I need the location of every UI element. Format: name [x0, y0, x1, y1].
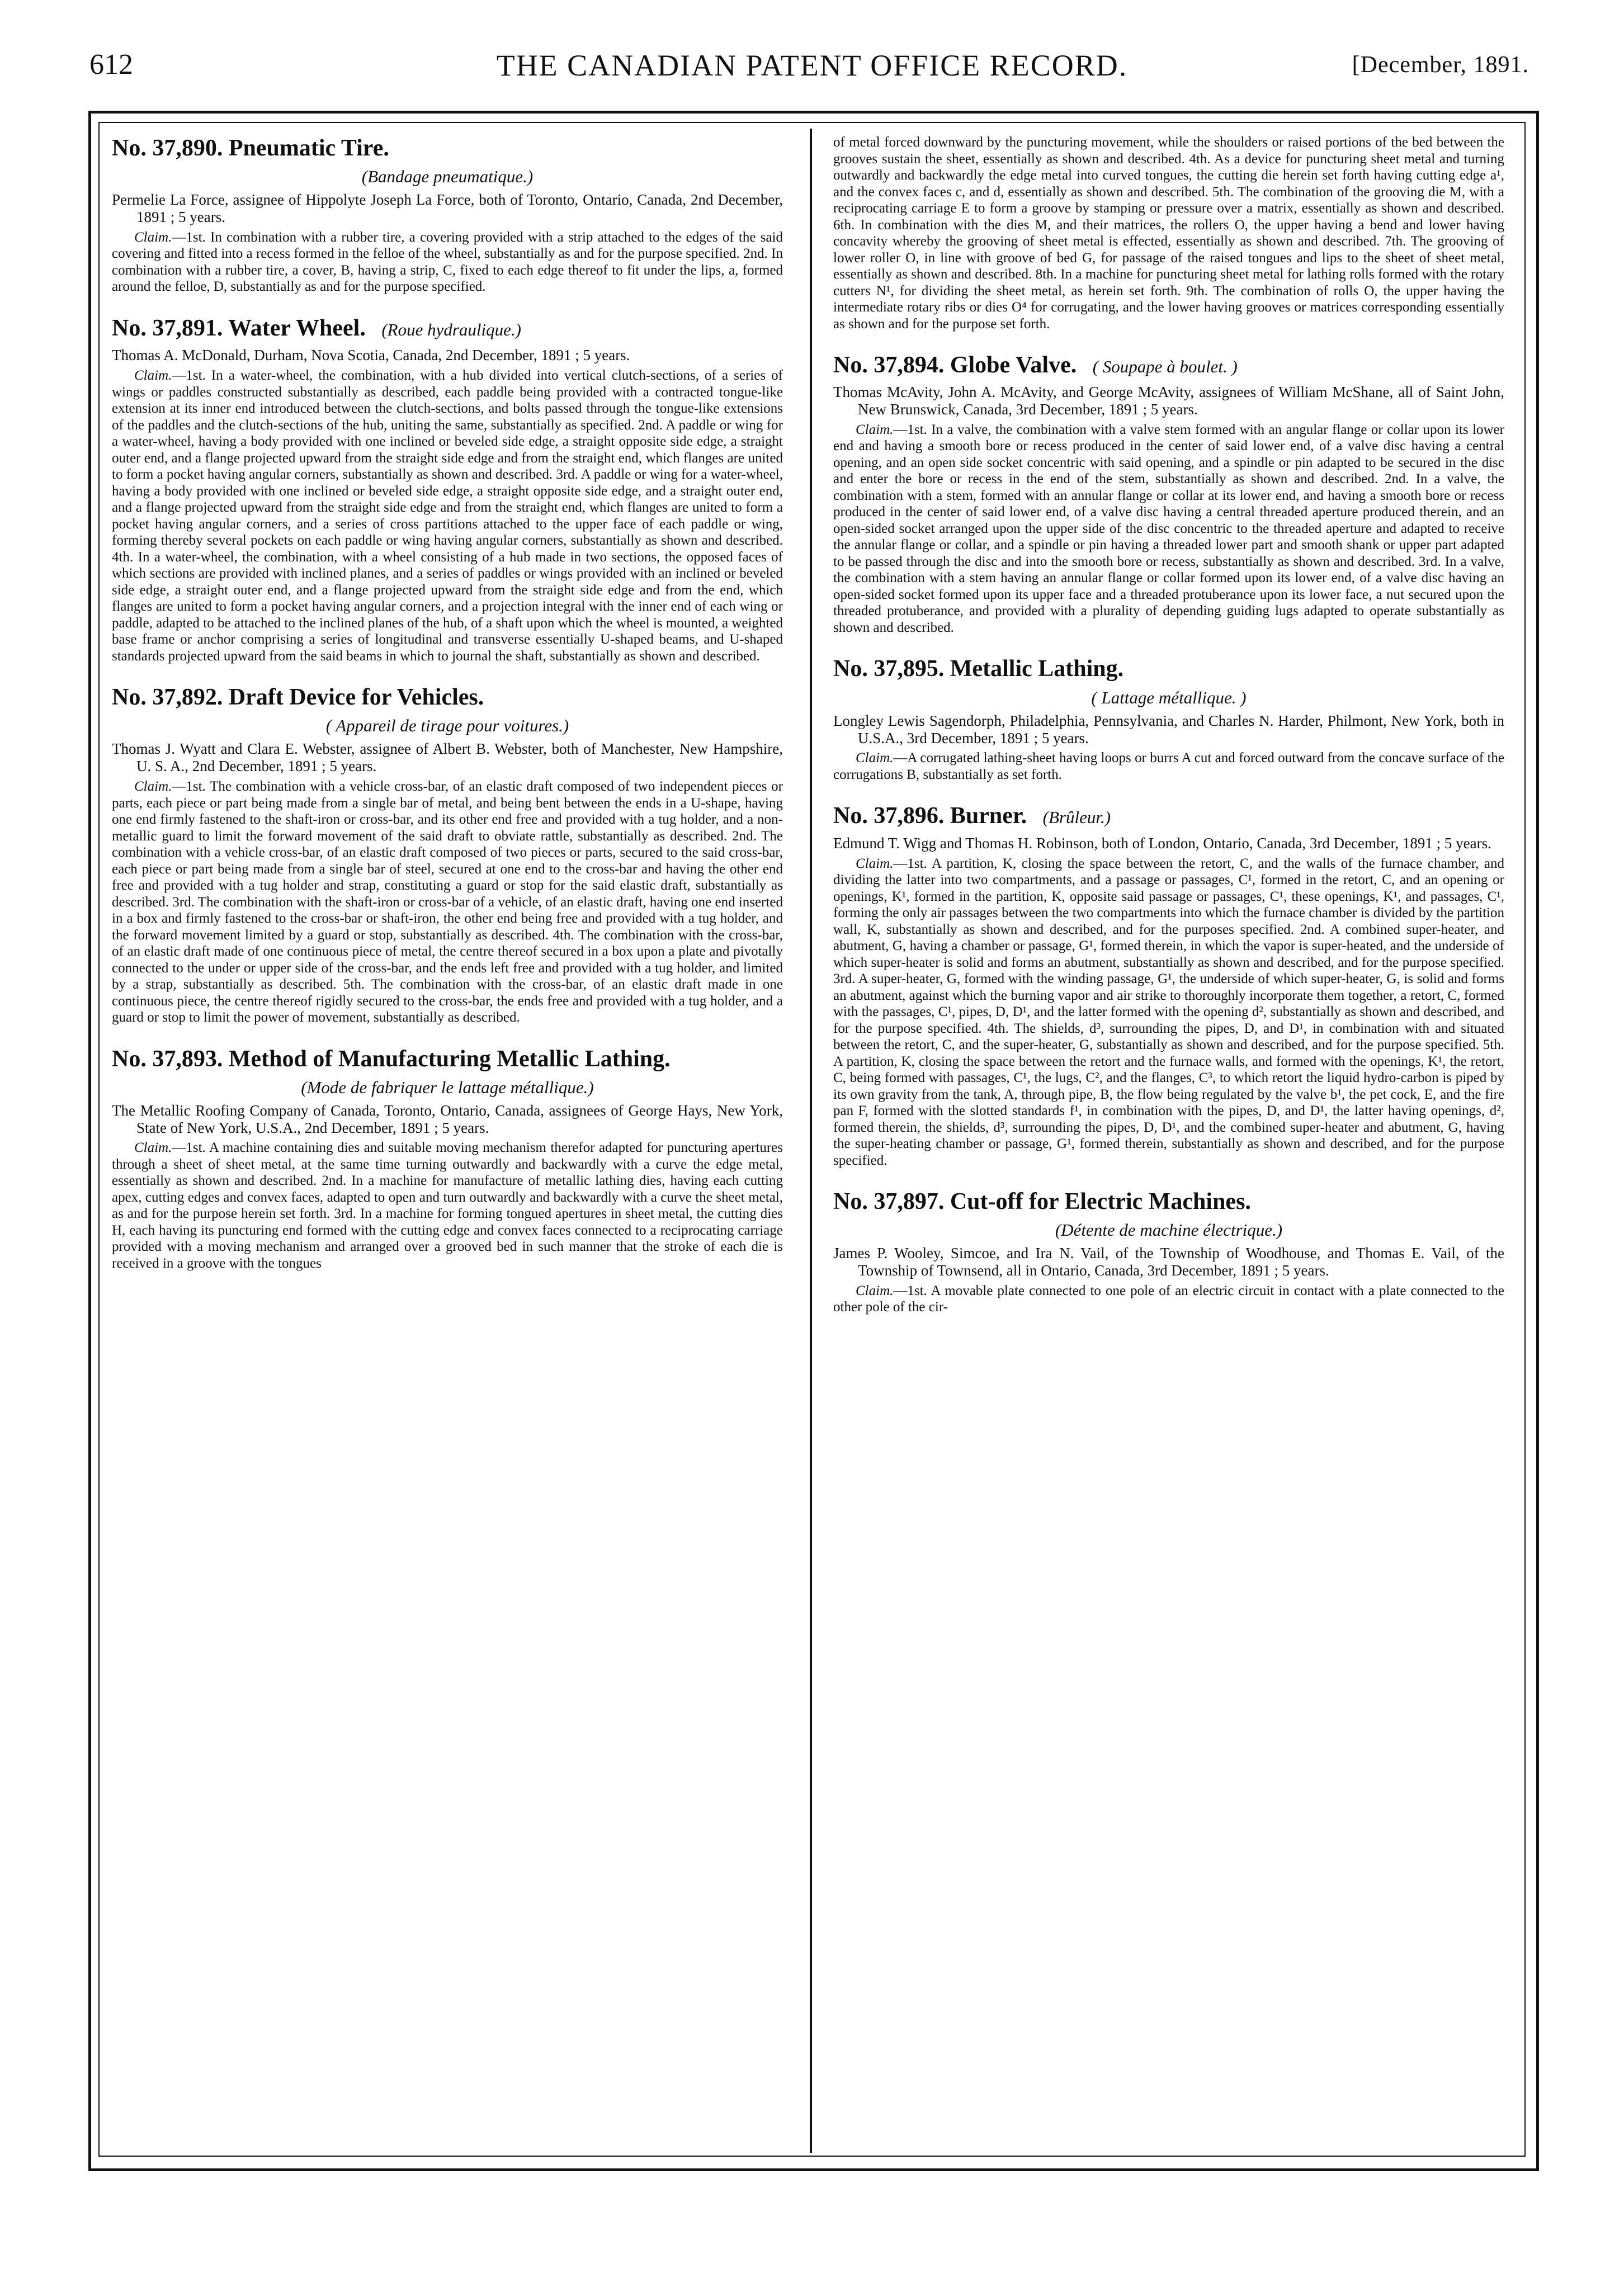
claim-text	[833, 1283, 1504, 1316]
claim-body: —1st. The combination with a vehicle cross-bar, of an elastic draft composed of two independent pieces or parts, each piece or part being made from a single bar of metal, and being bent between the ends in a U-shape, having one end firmly fastened to the shaft-iron or cross-bar, and its other end free and provided with a tug holder, and a non-metallic guard to limit the forward movement of the said draft to obviate rattle, substantially as described. 2nd. The combination with a vehicle cross-bar, of an elastic draft composed of two pieces or parts, secured to the said cross-bar, each piece or part being made from a single bar of steel, secured at one end to the cross-bar and having the other end free and provided with a tug holder and strap, constituting a guard or stop for the said elastic draft, substantially as described. 3rd. The combination with the shaft-iron or cross-bar of a vehicle, of an elastic draft, having one end inserted in a box and firmly fastened to the cross-bar or shaft-iron, the other end being free and provided with a tug holder, and the forward movement limited by a guard or stop, substantially as described. 4th. The combination with the cross-bar, of an elastic draft made of one continuous piece of metal, the centre thereof secured in a box upon a plate and pivotally connected to the under or upper side of the cross-bar, and the ends left free and provided with a tug holder, and limited by a strap, substantially as described. 5th. The combination with the cross-bar, of an elastic draft made in one continuous piece, the centre thereof rigidly secured to the cross-bar, the ends free and provided with a tug holder, and a guard or stop to limit the power of movement, substantially as described.	[112, 779, 783, 1025]
patent-entry-37896	[833, 802, 1504, 1169]
french-title: ( Lattage métallique. )	[1091, 687, 1247, 707]
patent-heading	[112, 314, 783, 342]
page-header	[0, 48, 1624, 93]
patent-title: Cut-off for Electric Machines.	[950, 1189, 1251, 1214]
claim-text	[833, 856, 1504, 1169]
patent-title: Pneumatic Tire.	[228, 135, 389, 161]
grantee: The Metallic Roofing Company of Canada, Toronto, Ontario, Canada, assignees of George Hays, New York, State of New York, U.S.A., 2nd December, 1891 ; 5 years.	[112, 1102, 783, 1136]
french-title: (Bandage pneumatique.)	[361, 167, 534, 187]
claim-label: Claim.	[856, 1283, 894, 1298]
claim-body: —1st. In combination with a rubber tire, a covering provided with a strip attached to the edges of the said covering and fitted into a recess formed in the felloe of the wheel, substantially as and for the purpose specified. 2nd. In combination with a rubber tire, a cover, B, having a strip, C, fixed to each edge thereof to fit under the lips, a, formed around the felloe, D, substantially as and for the purpose specified.	[112, 229, 783, 295]
claim-body: —1st. A movable plate connected to one pole of an electric circuit in contact with a plate connected to the other pole of the cir-	[833, 1283, 1504, 1315]
french-title: (Mode de fabriquer le lattage métallique.)	[301, 1077, 594, 1097]
patent-title: Method of Manufacturing Metallic Lathing.	[228, 1046, 671, 1072]
french-title: ( Appareil de tirage pour voitures.)	[325, 716, 569, 736]
claim-body: —A corrugated lathing-sheet having loops or burrs A cut and forced outward from the concave surface of the corrugations B, substantially as set forth.	[833, 750, 1504, 782]
patent-entry-37891	[112, 314, 783, 664]
claim-label: Claim.	[856, 856, 894, 871]
grantee: Longley Lewis Sagendorph, Philadelphia, Pennsylvania, and Charles N. Harder, Philmont, New York, both in U.S.A., 3rd December, 1891 ; 5 years.	[833, 712, 1504, 746]
french-title: (Détente de machine électrique.)	[1055, 1220, 1283, 1240]
grantee: Thomas A. McDonald, Durham, Nova Scotia, Canada, 2nd December, 1891 ; 5 years.	[112, 347, 630, 364]
grantee: Edmund T. Wigg and Thomas H. Robinson, both of London, Ontario, Canada, 3rd December, 1891 ; 5 years.	[833, 834, 1491, 852]
claim-body: —1st. In a water-wheel, the combination, with a hub divided into vertical clutch-sections, of a series of wings or paddles constructed substantially as described, each paddle being provided with a contracted tongue-like extension at its inner end introduced between the clutch-sections, and bolts passed through the tongue-like extensions of the paddles and the clutch-sections of the hub, uniting the same, substantially as specified. 2nd. A paddle or wing for a water-wheel, having a body provided with one inclined or beveled side edge, a straight opposite side edge, a straight outer end, and a flange projected upward from the straight side edge and from the straight end, which flanges are united to form a pocket having angular corners, substantially as shown and described. 3rd. A paddle or wing for a water-wheel, having a body provided with one inclined or beveled side edge, a straight opposite side edge, and a straight outer end, and a flange projected upward from the straight side edge and from the straight end, which flanges are united to form a pocket having angular corners, and a series of cross partitions attached to the upper face of each paddle or wing, forming thereby several pockets on each paddle or wing having angular corners, substantially as shown and described. 4th. In a water-wheel, the combination, with a wheel consisting of a hub made in two sections, the opposed faces of which sections are provided with inclined planes, and a series of paddles or wings provided with an inclined or beveled side edge, a straight outer end, and a flange projected upward from the straight side edge and from the end, which flanges are united to form a pocket having angular corners, and a projection integral with the inner end of each wing or paddle, adapted to be attached to the inclined planes of the hub, of a shaft upon which the wheel is mounted, a weighted base frame or anchor comprising a series of longitudinal and transverse essentially U-shaped beams, and U-shaped standards projected upward from the said beams in which to journal the shaft, substantially as shown and described.	[112, 368, 783, 664]
patent-heading	[833, 655, 1504, 683]
patent-entry-37892	[112, 683, 783, 1026]
page-number: 612	[89, 49, 133, 81]
claim-continuation-37893	[833, 134, 1504, 332]
patent-title: Water Wheel.	[228, 315, 366, 341]
patent-number: No. 37,895.	[833, 656, 945, 682]
claim-body: —1st. A partition, K, closing the space between the retort, C, and the walls of the furnace chamber, and dividing the latter into two compartments, and a passage or passages, C¹, formed in the retort, C, and an opening or openings, K¹, formed in the partition, K, opposite said passage or passages, C¹, these openings, K¹, and passages, C¹, forming the only air passages between the two compartments into which the furnace chamber is divided by the partition wall, K, substantially as shown and described, and for the purposes specified. 2nd. A combined super-heater, and abutment, G, having a chamber or passage, G¹, formed therein, in which the vapor is super-heated, and the underside of which super-heater is solid and forms an abutment, substantially as shown and described, and for the purpose specified. 3rd. A super-heater, G, formed with the winding passage, G¹, the underside of which super-heater, G, is solid and forms an abutment, against which the burning vapor and air strike to thoroughly incorporate them together, a retort, C, formed with the passages, C¹, pipes, D, D¹, and the latter formed with the opening d², substantially as shown and described, and for the purpose specified. 4th. The shields, d³, surrounding the pipes, D, and D¹, in combination with and situated between the retort, C, and the super-heater, G, substantially as shown and described, and for the purpose specified. 5th. A partition, K, closing the space between the retort and the furnace walls, and formed with the openings, K¹, the retort, C, being formed with passages, C¹, the lugs, C², and the flanges, C³, to which retort the liquid hydro-carbon is piped by its own gravity from the tank, A, through pipe, B, the flow being regulated by the valve b¹, the pet cock, E, and the fire pan F, formed with the slotted standards f¹, in combination with the pipes, D, and D¹, the latter having openings, d², formed therein, the shields, d³, surrounding the pipes, D, D¹, and the combined super-heater and abutment, G, having the super-heating chamber or passage, G¹, formed therein, substantially as shown and described, and for the purpose specified.	[833, 856, 1504, 1168]
column-divider	[810, 129, 812, 2153]
patent-number: No. 37,890.	[112, 135, 223, 161]
patent-number: No. 37,891.	[112, 315, 223, 341]
patent-heading	[112, 134, 783, 162]
claim-label: Claim.	[134, 1140, 172, 1156]
grantee: Permelie La Force, assignee of Hippolyte Joseph La Force, both of Toronto, Ontario, Canada, 2nd December, 1891 ; 5 years.	[112, 191, 783, 226]
patent-title: Metallic Lathing.	[950, 656, 1124, 682]
patent-heading	[833, 351, 1504, 379]
patent-title: Globe Valve.	[950, 352, 1077, 378]
patent-heading	[112, 1045, 783, 1073]
patent-number: No. 37,896.	[833, 803, 945, 829]
claim-label: Claim.	[134, 779, 172, 794]
claim-text	[833, 750, 1504, 783]
right-column	[833, 134, 1504, 2147]
patent-heading	[833, 802, 1504, 830]
claim-body: —1st. A machine containing dies and suitable moving mechanism therefor adapted for puncturing apertures through a sheet of sheet metal, at the same time turning outwardly and backwardly with a curve the edge metal, essentially as shown and described. 2nd. In a machine for manufacture of metallic lathing dies, having each cutting apex, cutting edges and convex faces, adapted to open and turn outwardly and backwardly with a curve the sheet metal, as and for the purpose herein set forth. 3rd. In a machine for forming tongued apertures in sheet metal, the cutting dies H, each having its puncturing end formed with the cutting edge and convex faces connected to a reciprocating carriage provided with a moving mechanism and arranged over a grooved bed in such manner that the stroke of each die is received in a groove with the tongues	[112, 1140, 783, 1271]
claim-text	[833, 422, 1504, 636]
french-title: ( Soupape à boulet. )	[1092, 357, 1238, 376]
grantee: Thomas J. Wyatt and Clara E. Webster, assignee of Albert B. Webster, both of Manchester, New Hampshire, U. S. A., 2nd December, 1891 ; 5 years.	[112, 740, 783, 775]
patent-entry-37890	[112, 134, 783, 295]
claim-label: Claim.	[134, 368, 172, 384]
claim-label: Claim.	[134, 229, 172, 245]
left-column	[112, 134, 783, 2147]
patent-number: No. 37,897.	[833, 1189, 945, 1214]
patent-number: No. 37,892.	[112, 684, 223, 711]
patent-number: No. 37,893.	[112, 1046, 223, 1072]
publication-title: THE CANADIAN PATENT OFFICE RECORD.	[496, 49, 1128, 82]
patent-title: Burner.	[950, 803, 1027, 829]
issue-date: [December, 1891.	[1352, 52, 1529, 78]
claim-label: Claim.	[856, 422, 894, 437]
patent-number: No. 37,894.	[833, 352, 945, 378]
patent-title: Draft Device for Vehicles.	[228, 684, 484, 711]
claim-body: —1st. In a valve, the combination with a valve stem formed with an angular flange or collar upon its lower end and having a smooth bore or recess produced in the center of said lower end, of a valve disc having a central opening, and an open side socket concentric with said opening, and a spindle or pin adapted to be secured in the disc and enter the bore or recess in the end of the stem, substantially as shown and described. 2nd. In a valve, the combination with a stem, formed with an annular flange or collar at its lower end, and having a smooth bore or recess produced in the center of said lower end, of a valve disc having a central threaded aperture produced therein, and an open-sided socket arranged upon the upper side of the disc concentric to the threaded aperture and adapted to receive the annular flange or collar, and a spindle or pin having a threaded lower part and smooth shank or upper part adapted to be passed through the disc and into the smooth bore or recess, substantially as shown and described. 3rd. In a valve, the combination with a stem having an annular flange or collar formed upon its lower end, of a valve disc having an open-sided socket formed upon its upper face and a threaded protuberance upon its lower face, a nut secured upon the threaded protuberance, and provided with a plurality of depending guiding lugs adapted to operate substantially as shown and described.	[833, 422, 1504, 635]
french-title: (Brûleur.)	[1042, 807, 1111, 828]
patent-entry-37893	[112, 1045, 783, 1272]
patent-entry-37897	[833, 1188, 1504, 1316]
french-title: (Roue hydraulique.)	[381, 319, 521, 339]
patent-entry-37894	[833, 351, 1504, 636]
claim-text	[112, 229, 783, 295]
patent-heading	[833, 1188, 1504, 1216]
patent-heading	[112, 683, 783, 711]
claim-text	[112, 1140, 783, 1272]
continued-claim-text: of metal forced downward by the puncturing movement, while the shoulders or raised portions of the bed between the grooves sustain the sheet, essentially as shown and described. 4th. As a device for puncturing sheet metal and turning outwardly and backwardly the edge metal into curved tongues, the cutting die herein set forth having cutting edge a¹, and the convex faces c, and d, essentially as shown and described. 5th. The combination of the grooving die M, with a reciprocating carriage E to form a groove by stamping or pressure over a matrix, essentially as shown and described. 6th. In combination with the dies M, and their matrices, the rollers O, the upper having a bend and lower having concavity whereby the grooving of sheet metal is effected, essentially as shown and described. 7th. The grooving of lower roller O, in line with groove of bed G, for passage of the raised tongues and lips to the sheet of sheet metal, essentially as shown and described. 8th. In a machine for puncturing sheet metal for lathing rolls formed with the rotary cutters N¹, for dividing the sheet metal, as herein set forth. 9th. The combination of rolls O, the upper having the intermediate rotary ribs or dies O⁴ for corrugating, and the lower having grooves or matrices corresponding essentially as shown and for the purpose set forth.	[833, 135, 1504, 332]
claim-text	[112, 367, 783, 664]
grantee: James P. Wooley, Simcoe, and Ira N. Vail, of the Township of Woodhouse, and Thomas E. Vail, of the Township of Townsend, all in Ontario, Canada, 3rd December, 1891 ; 5 years.	[833, 1245, 1504, 1279]
grantee: Thomas McAvity, John A. McAvity, and George McAvity, assignees of William McShane, all of Saint John, New Brunswick, Canada, 3rd December, 1891 ; 5 years.	[833, 384, 1504, 418]
patent-entry-37895	[833, 655, 1504, 783]
claim-text	[112, 778, 783, 1026]
claim-label: Claim.	[856, 750, 894, 766]
